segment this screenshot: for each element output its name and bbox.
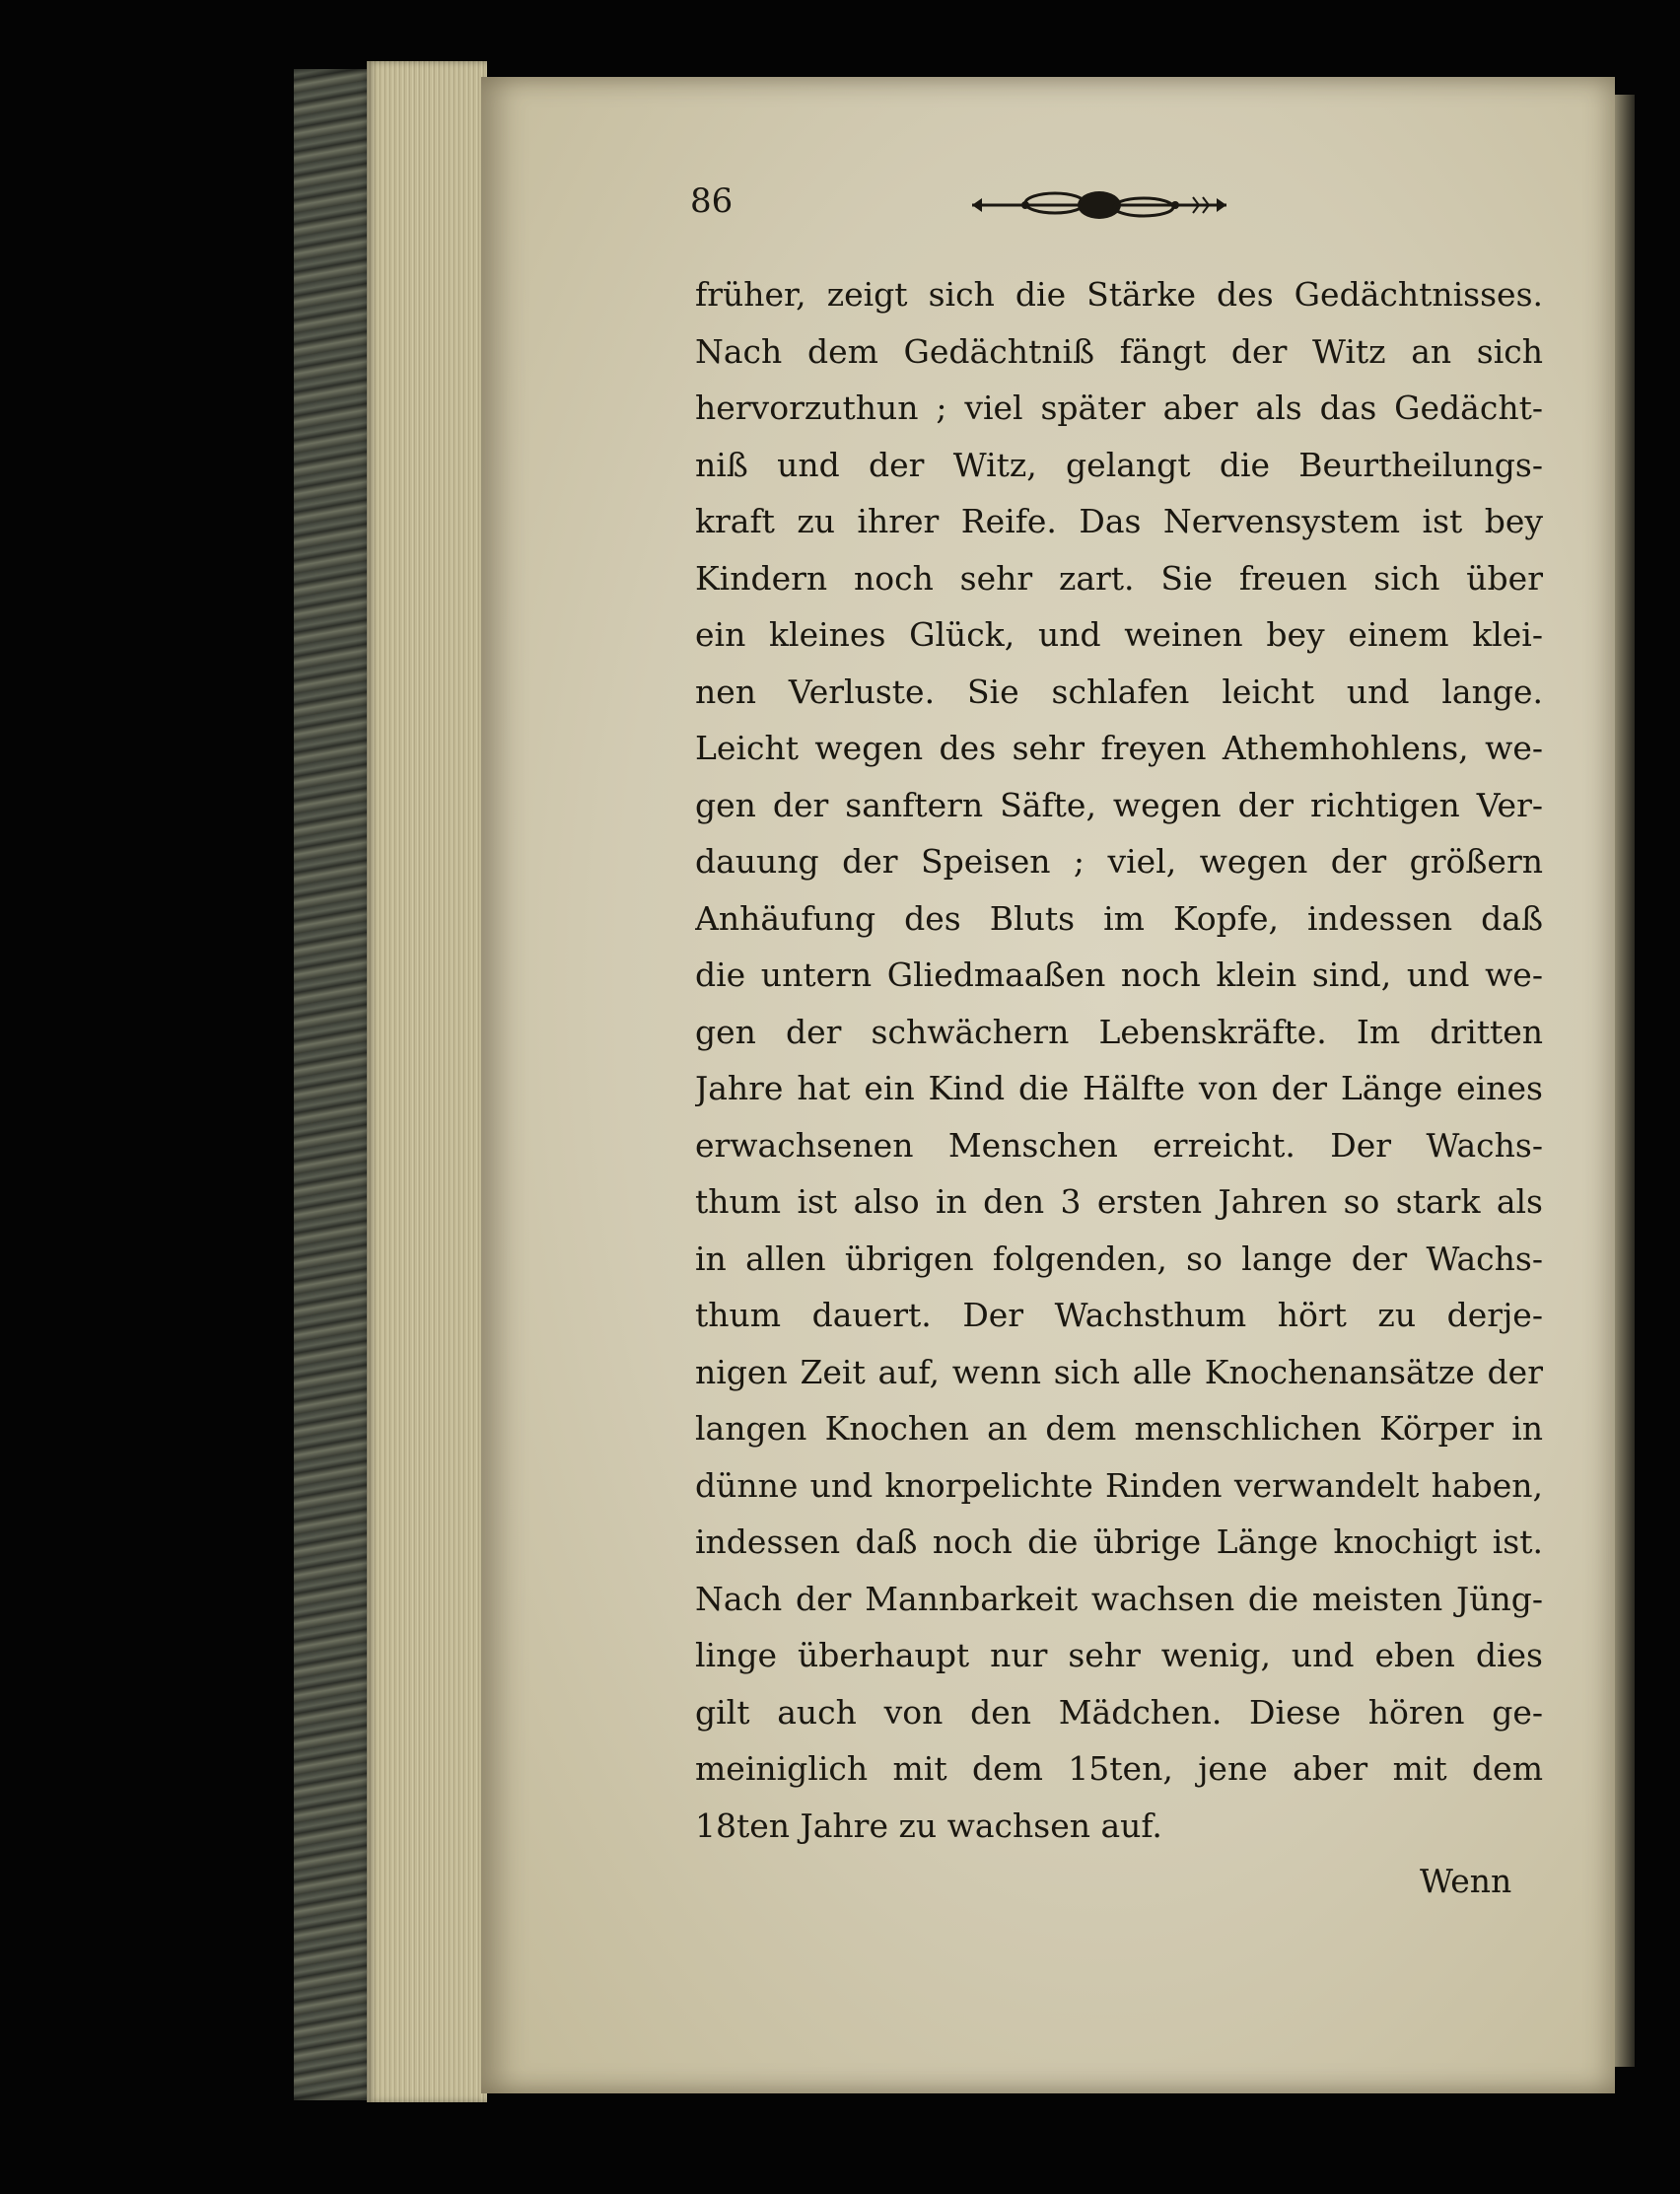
text-line: kraft zu ihrer Reife. Das Nervensystem ist bey [695,502,1543,540]
catchword: Wenn [1420,1862,1512,1900]
text-line: die untern Gliedmaaßen noch klein sind, und we- [695,955,1543,994]
text-line: früher, zeigt sich die Stärke des Gedächtnisses. [695,275,1543,314]
text-line: erwachsenen Menschen erreicht. Der Wachs- [695,1125,1543,1165]
marbled-cover-board [294,69,378,2100]
text-line: gen der schwächern Lebenskräfte. Im dritten [695,1012,1543,1051]
page-header [690,177,1242,237]
text-line: indessen daß noch die übrige Länge knochigt ist. [695,1522,1543,1561]
text-line: langen Knochen an dem menschlichen Körper in [695,1409,1543,1448]
text-line: in allen übrigen folgenden, so lange der Wachs- [695,1239,1543,1278]
fleuron-ornament-icon [966,185,1232,225]
text-line: thum dauert. Der Wachsthum hört zu derje- [695,1296,1543,1334]
text-line: nigen Zeit auf, wenn sich alle Knochenansätze der [695,1352,1543,1391]
text-line: gilt auch von den Mädchen. Diese hören ge- [695,1692,1543,1732]
text-line: Leicht wegen des sehr freyen Athemhohlens, we- [695,729,1543,767]
text-line: Kindern noch sehr zart. Sie freuen sich über [695,558,1543,598]
text-line: gen der sanftern Säfte, wegen der richtigen Ver- [695,785,1543,824]
text-line: Nach dem Gedächtniß fängt der Witz an sich [695,331,1543,371]
page-edges [367,61,487,2102]
text-line: nen Verluste. Sie schlafen leicht und lange. [695,672,1543,711]
text-line: hervorzuthun ; viel später aber als das Gedächt- [695,389,1543,427]
text-line: Jahre hat ein Kind die Hälfte von der Länge eines [695,1069,1543,1107]
text-line: 18ten Jahre zu wachsen auf. [695,1805,1162,1845]
text-line: meiniglich mit dem 15ten, jene aber mit dem [695,1749,1543,1788]
text-line: thum ist also in den 3 ersten Jahren so stark als [695,1182,1543,1221]
text-line: dünne und knorpelichte Rinden verwandelt haben, [695,1465,1543,1505]
body-text [695,266,1543,1854]
text-line: linge überhaupt nur sehr wenig, und eben dies [695,1636,1543,1674]
text-line: Nach der Mannbarkeit wachsen die meisten Jüng- [695,1579,1543,1618]
text-line: dauung der Speisen ; viel, wegen der größern [695,842,1543,881]
facing-page-edge [1615,95,1635,2067]
page-number: 86 [690,181,734,221]
text-line: ein kleines Glück, und weinen bey einem klei- [695,615,1543,654]
text-line: niß und der Witz, gelangt die Beurtheilungs- [695,445,1543,484]
text-line: Anhäufung des Bluts im Kopfe, indessen daß [695,898,1543,938]
